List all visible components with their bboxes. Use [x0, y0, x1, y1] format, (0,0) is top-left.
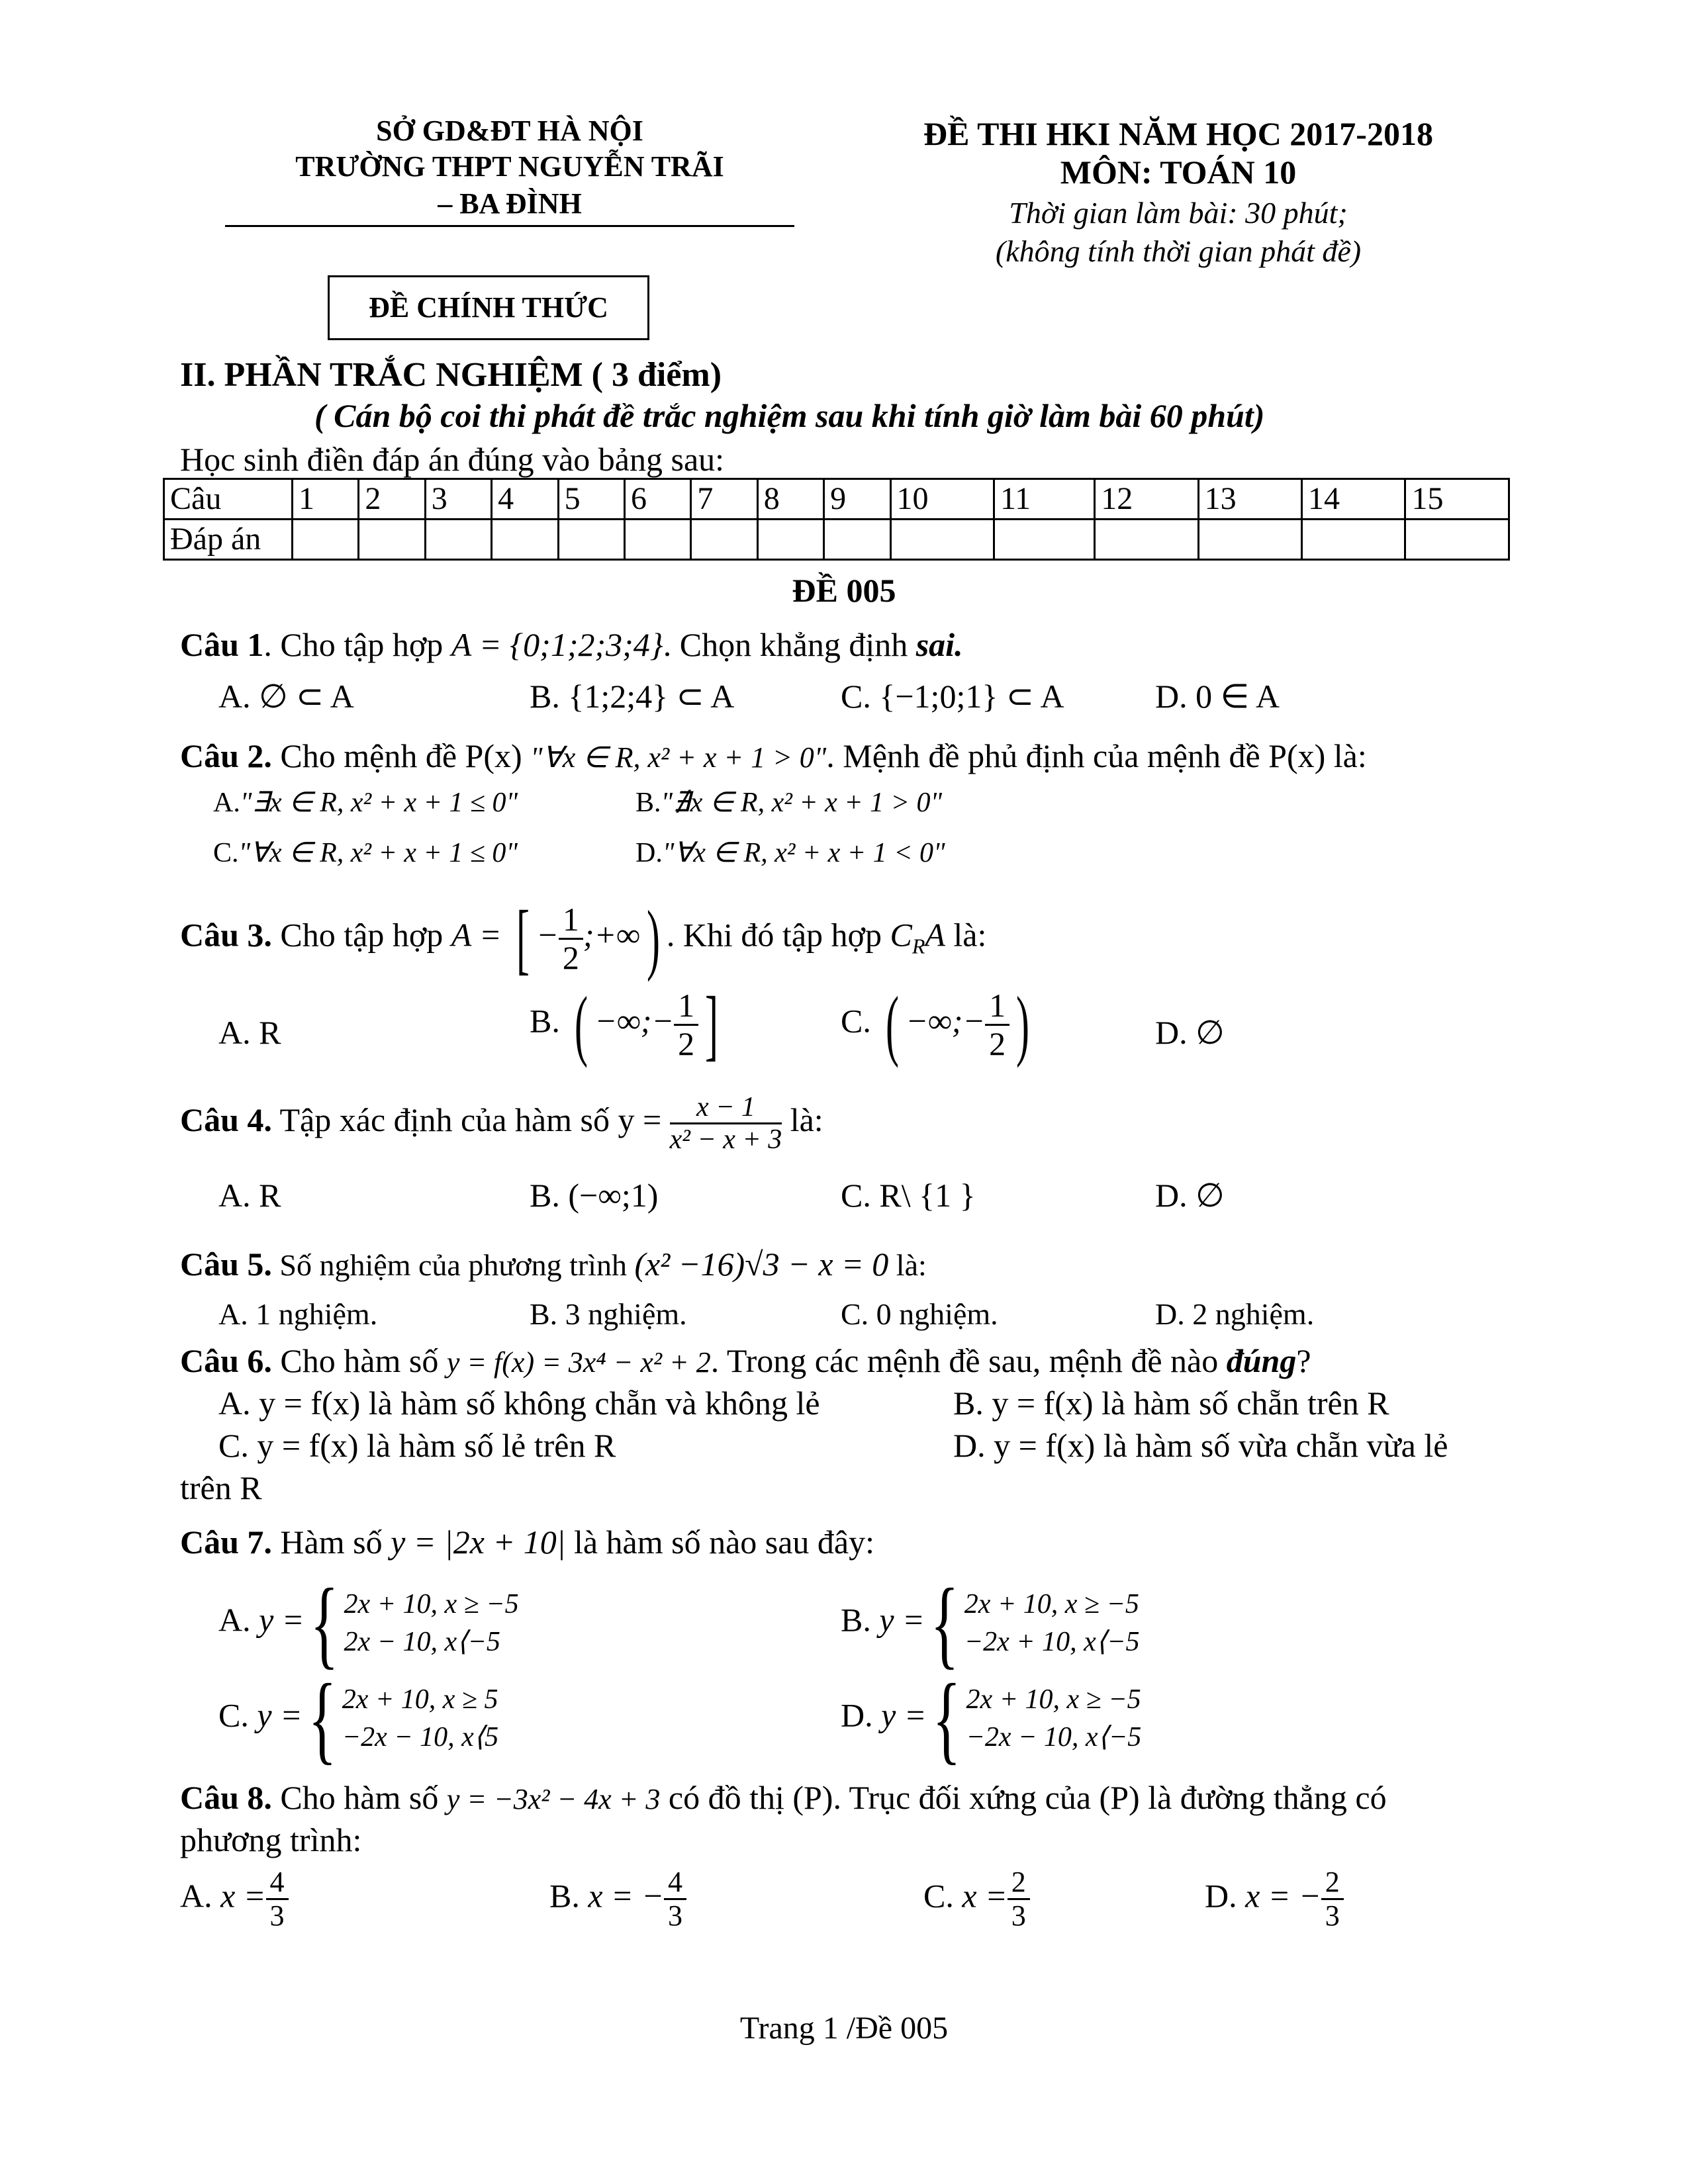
table-row: [164, 479, 1509, 520]
table-cell: 13: [1198, 479, 1301, 520]
answer-cell[interactable]: [293, 520, 359, 560]
q6-option-c[interactable]: C. y = f(x) là hàm số lẻ trên R: [218, 1427, 616, 1464]
question-2: Câu 2. Cho mệnh đề P(x) "∀x ∈ R, x² + x + 1 > 0". Mệnh đề phủ định của mệnh đề P(x) là:: [180, 737, 1367, 774]
answer-cell[interactable]: [994, 520, 1094, 560]
table-header-cell: Câu: [164, 479, 293, 520]
instruction: Học sinh điền đáp án đúng vào bảng sau:: [180, 441, 725, 478]
table-row: [164, 520, 1509, 560]
answer-cell[interactable]: [558, 520, 624, 560]
q1-option-d[interactable]: D. 0 ∈ A: [1155, 678, 1280, 715]
answer-cell[interactable]: [1302, 520, 1405, 560]
q3-option-d[interactable]: D. ∅: [1155, 1014, 1225, 1051]
q3-option-c[interactable]: C. ( −∞;− $\frac{1}{2}$ ): [841, 980, 1030, 1068]
exam-code: ĐỀ 005: [792, 572, 896, 609]
q5-option-d[interactable]: D. 2 nghiệm.: [1155, 1297, 1315, 1331]
table-cell: 2: [359, 479, 425, 520]
q7-option-d[interactable]: D. y ={ 2x + 10, x ≥ −5 −2x − 10, x⟨−5: [841, 1664, 1142, 1774]
table-cell: 3: [425, 479, 491, 520]
answer-cell[interactable]: [890, 520, 994, 560]
q5-option-a[interactable]: A. 1 nghiệm.: [218, 1297, 378, 1331]
question-4: Câu 4. Tập xác định của hàm số y = $\frac{x - 1}{\text{x² − x + 3}}$ là:: [180, 1092, 823, 1156]
q4-option-b[interactable]: B. (−∞;1): [530, 1177, 659, 1214]
table-cell: 8: [757, 479, 823, 520]
question-8: Câu 8. Cho hàm số y = −3x² − 4x + 3 có đồ thị (P). Trục đối xứng của (P) là đường thẳng có: [180, 1779, 1387, 1816]
question-7: Câu 7. Hàm số y = |2x + 10| là hàm số nào sau đây:: [180, 1524, 874, 1561]
answer-cell[interactable]: [492, 520, 558, 560]
q6-option-d-continued: trên R: [180, 1469, 262, 1506]
table-cell: 9: [824, 479, 890, 520]
question-3: Câu 3. Cho tập hợp A = [ − $\frac{1}{2}$ ;+∞) . Khi đó tập hợp $C_RA$ là:: [180, 894, 987, 982]
table-cell: 4: [492, 479, 558, 520]
table-cell: 5: [558, 479, 624, 520]
q2-option-b[interactable]: B."∄x ∈ R, x² + x + 1 > 0": [635, 788, 943, 818]
question-8-continued: phương trình:: [180, 1821, 362, 1858]
subject: MÔN: TOÁN 10: [1060, 154, 1297, 191]
answer-cell[interactable]: [757, 520, 823, 560]
q8-option-b[interactable]: B. x = − $\frac{4}{3}$: [549, 1866, 686, 1933]
q2-option-d[interactable]: D."∀x ∈ R, x² + x + 1 < 0": [635, 838, 945, 868]
q8-option-d[interactable]: D. x = − $\frac{2}{3}$: [1205, 1866, 1344, 1933]
q8-option-c[interactable]: C. x = $\frac{2}{3}$: [923, 1866, 1030, 1933]
q7-option-a[interactable]: A. y ={ 2x + 10, x ≥ −5 2x − 10, x⟨−5: [218, 1569, 519, 1678]
q3-option-b[interactable]: B. ( −∞;− $\frac{1}{2}$ ]: [530, 980, 719, 1068]
official-stamp: ĐỀ CHÍNH THỨC: [328, 275, 649, 340]
q5-option-b[interactable]: B. 3 nghiệm.: [530, 1297, 687, 1331]
table-cell: 6: [624, 479, 690, 520]
q7-option-c[interactable]: C. y ={ 2x + 10, x ≥ 5 −2x − 10, x⟨5: [218, 1664, 499, 1774]
table-cell: 12: [1095, 479, 1198, 520]
answer-cell[interactable]: [1198, 520, 1301, 560]
q4-option-d[interactable]: D. ∅: [1155, 1177, 1225, 1214]
q2-option-a[interactable]: A."∃x ∈ R, x² + x + 1 ≤ 0": [213, 788, 518, 818]
q6-option-b[interactable]: B. y = f(x) là hàm số chẵn trên R: [953, 1385, 1389, 1422]
q5-option-c[interactable]: C. 0 nghiệm.: [841, 1297, 998, 1331]
question-1: Câu 1. Cho tập hợp A = {0;1;2;3;4}. Chọn khẳng định sai.: [180, 626, 963, 663]
q6-option-a[interactable]: A. y = f(x) là hàm số không chẵn và không lẻ: [218, 1385, 820, 1422]
q1-option-c[interactable]: C. {−1;0;1} ⊂ A: [841, 678, 1064, 715]
section-title: II. PHẦN TRẮC NGHIỆM ( 3 điểm): [180, 356, 722, 394]
table-cell: 14: [1302, 479, 1405, 520]
answer-cell[interactable]: [359, 520, 425, 560]
school-name: TRƯỜNG THPT NGUYỄN TRÃI: [295, 150, 724, 183]
answer-cell[interactable]: [624, 520, 690, 560]
header-rule: [225, 225, 794, 227]
table-header-cell: Đáp án: [164, 520, 293, 560]
department: SỞ GD&ĐT HÀ NỘI: [376, 114, 643, 147]
time-limit: Thời gian làm bài: 30 phút;: [1009, 196, 1348, 230]
table-cell: 7: [691, 479, 757, 520]
q1-option-a[interactable]: A. ∅ ⊂ A: [218, 678, 354, 715]
table-cell: 1: [293, 479, 359, 520]
q6-option-d[interactable]: D. y = f(x) là hàm số vừa chẵn vừa lẻ: [953, 1427, 1448, 1464]
question-6: Câu 6. Cho hàm số y = f(x) = 3x⁴ − x² + 2. Trong các mệnh đề sau, mệnh đề nào đúng?: [180, 1342, 1311, 1379]
answer-cell[interactable]: [1405, 520, 1509, 560]
q2-option-c[interactable]: C."∀x ∈ R, x² + x + 1 ≤ 0": [213, 838, 518, 868]
q8-option-a[interactable]: A. x = $\frac{4}{3}$: [180, 1866, 289, 1933]
q7-option-b[interactable]: B. y ={ 2x + 10, x ≥ −5 −2x + 10, x⟨−5: [841, 1569, 1140, 1678]
q3-option-a[interactable]: A. R: [218, 1014, 281, 1051]
answer-table: [163, 478, 1510, 561]
district: – BA ĐÌNH: [438, 187, 582, 220]
q4-option-a[interactable]: A. R: [218, 1177, 281, 1214]
answer-cell[interactable]: [824, 520, 890, 560]
section-note: ( Cán bộ coi thi phát đề trắc nghiệm sau khi tính giờ làm bài 60 phút): [314, 397, 1265, 434]
page-footer: Trang 1 /Đề 005: [739, 2011, 949, 2046]
q1-option-b[interactable]: B. {1;2;4} ⊂ A: [530, 678, 735, 715]
time-note: (không tính thời gian phát đề): [995, 234, 1362, 268]
answer-cell[interactable]: [1095, 520, 1198, 560]
question-5: Câu 5. Số nghiệm của phương trình (x² −16)√3 − x = 0 là:: [180, 1246, 927, 1283]
q4-option-c[interactable]: C. R\ {1 }: [841, 1177, 976, 1214]
table-cell: 10: [890, 479, 994, 520]
exam-title: ĐỀ THI HKI NĂM HỌC 2017-2018: [923, 115, 1433, 152]
table-cell: 15: [1405, 479, 1509, 520]
table-cell: 11: [994, 479, 1094, 520]
answer-cell[interactable]: [425, 520, 491, 560]
answer-cell[interactable]: [691, 520, 757, 560]
